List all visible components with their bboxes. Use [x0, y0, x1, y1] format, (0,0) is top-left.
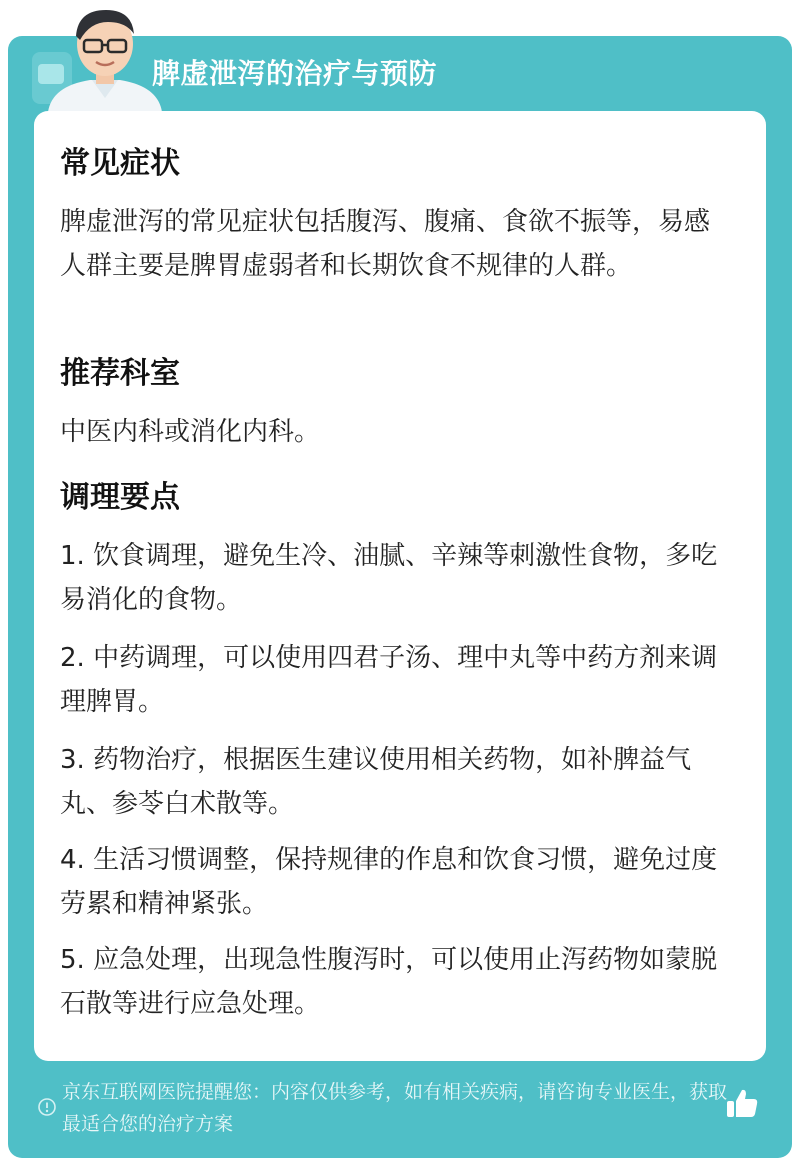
page-title: 脾虚泄泻的治疗与预防 — [152, 57, 438, 90]
section-text-symptoms: 脾虚泄泻的常见症状包括腹泻、腹痛、食欲不振等，易感人群主要是脾胃虚弱者和长期饮食不规律的人群。 — [60, 207, 711, 281]
info-icon — [37, 1097, 57, 1117]
footer-notice: 京东互联网医院提醒您：内容仅供参考，如有相关疾病，请咨询专业医生，获取最适合您的治疗方案 — [62, 1081, 728, 1135]
thumbs-up-icon[interactable] — [724, 1086, 760, 1122]
care-item-3: 3. 药物治疗，根据医生建议使用相关药物，如补脾益气丸、参苓白术散等。 — [60, 745, 692, 819]
section-heading-department: 推荐科室 — [60, 356, 180, 391]
care-item-1: 1. 饮食调理，避免生冷、油腻、辛辣等刺激性食物，多吃易消化的食物。 — [60, 541, 718, 615]
care-item-4: 4. 生活习惯调整，保持规律的作息和饮食习惯，避免过度劳累和精神紧张。 — [60, 845, 718, 919]
care-item-2: 2. 中药调理，可以使用四君子汤、理中丸等中药方剂来调理脾胃。 — [60, 643, 718, 717]
care-item-5: 5. 应急处理，出现急性腹泻时，可以使用止泻药物如蒙脱石散等进行应急处理。 — [60, 945, 718, 1019]
section-text-department: 中医内科或消化内科。 — [60, 417, 321, 447]
section-heading-symptoms: 常见症状 — [60, 146, 180, 181]
section-heading-care: 调理要点 — [60, 480, 180, 515]
